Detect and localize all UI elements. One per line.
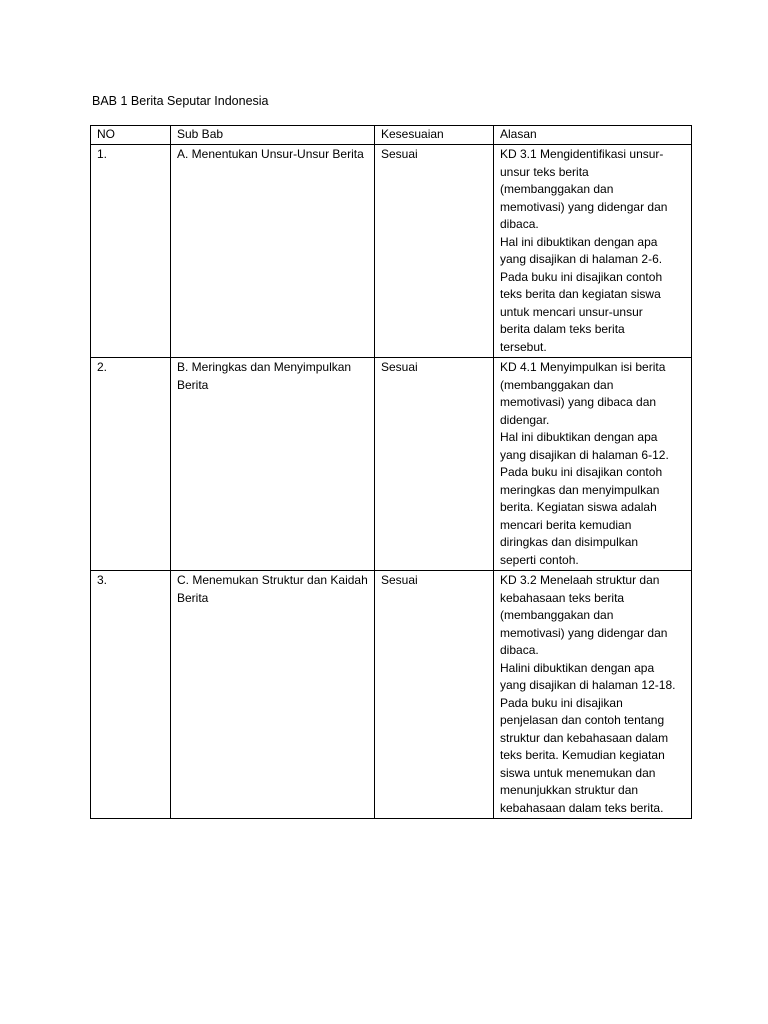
header-kesesuaian: Kesesuaian <box>375 126 494 145</box>
cell-kesesuaian: Sesuai <box>375 571 494 819</box>
alasan-line: siswa untuk menemukan dan <box>500 765 656 780</box>
cell-kesesuaian: Sesuai <box>375 358 494 571</box>
alasan-line: Hal ini dibuktikan dengan apa <box>500 430 658 444</box>
alasan-line: kebahasaan dalam teks berita. <box>500 800 664 815</box>
alasan-line: berita dalam teks berita <box>500 322 625 336</box>
alasan-line: Pada buku ini disajikan contoh <box>500 465 663 479</box>
alasan-line: yang disajikan di halaman 12-18. <box>500 678 676 692</box>
alasan-line: (membanggakan dan <box>500 182 614 196</box>
alasan-line: (membanggakan dan <box>500 608 614 622</box>
alasan-line: penjelasan dan contoh tentang <box>500 713 665 727</box>
alasan-line: KD 3.2 Menelaah struktur dan <box>500 573 660 587</box>
alasan-line: KD 4.1 Menyimpulkan isi berita <box>500 360 666 374</box>
alasan-line: menunjukkan struktur dan <box>500 783 639 797</box>
cell-alasan <box>494 358 692 571</box>
alasan-line: didengar. <box>500 412 550 427</box>
table-row <box>91 145 692 358</box>
cell-kesesuaian: Sesuai <box>375 145 494 358</box>
cell-no: 2. <box>91 358 171 571</box>
alasan-line: Hal ini dibuktikan dengan apa <box>500 234 658 249</box>
cell-sub-bab: B. Meringkas dan Menyimpulkan Berita <box>171 358 375 571</box>
alasan-line: Pada buku ini disajikan <box>500 695 623 710</box>
header-sub-bab: Sub Bab <box>171 126 375 145</box>
alasan-line: memotivasi) yang dibaca dan <box>500 395 657 409</box>
alasan-line: untuk mencari unsur-unsur <box>500 304 643 319</box>
page-title: BAB 1 Berita Seputar Indonesia <box>92 94 269 108</box>
cell-no: 1. <box>91 145 171 358</box>
alasan-line: yang disajikan di halaman 6-12. <box>500 447 669 462</box>
alasan-line: unsur teks berita <box>500 164 589 179</box>
alasan-line: teks berita. Kemudian kegiatan <box>500 748 665 762</box>
alasan-line: teks berita dan kegiatan siswa <box>500 287 661 301</box>
cell-alasan <box>494 571 692 819</box>
table-row <box>91 571 692 819</box>
evaluation-table <box>90 125 692 819</box>
alasan-line: dibaca. <box>500 217 539 231</box>
header-alasan: Alasan <box>494 126 692 145</box>
alasan-line: kebahasaan teks berita <box>500 590 625 605</box>
cell-no: 3. <box>91 571 171 819</box>
cell-sub-bab: C. Menemukan Struktur dan Kaidah Berita <box>171 571 375 819</box>
alasan-line: seperti contoh. <box>500 552 579 567</box>
alasan-line: meringkas dan menyimpulkan <box>500 482 660 497</box>
alasan-line: memotivasi) yang didengar dan <box>500 199 668 214</box>
alasan-line: mencari berita kemudian <box>500 517 632 532</box>
cell-sub-bab: A. Menentukan Unsur-Unsur Berita <box>171 145 375 358</box>
alasan-line: (membanggakan dan <box>500 377 614 392</box>
alasan-line: berita. Kegiatan siswa adalah <box>500 500 657 514</box>
alasan-line: struktur dan kebahasaan dalam <box>500 730 669 745</box>
alasan-line: KD 3.1 Mengidentifikasi unsur- <box>500 147 664 161</box>
alasan-line: diringkas dan disimpulkan <box>500 535 639 549</box>
alasan-line: Pada buku ini disajikan contoh <box>500 269 663 284</box>
cell-alasan <box>494 145 692 358</box>
table-row <box>91 358 692 571</box>
table-header-row <box>91 126 692 145</box>
alasan-line: Halini dibuktikan dengan apa <box>500 660 655 675</box>
alasan-line: dibaca. <box>500 643 539 657</box>
alasan-line: tersebut. <box>500 339 547 354</box>
alasan-line: yang disajikan di halaman 2-6. <box>500 252 663 266</box>
alasan-line: memotivasi) yang didengar dan <box>500 625 668 640</box>
header-no: NO <box>91 126 171 145</box>
